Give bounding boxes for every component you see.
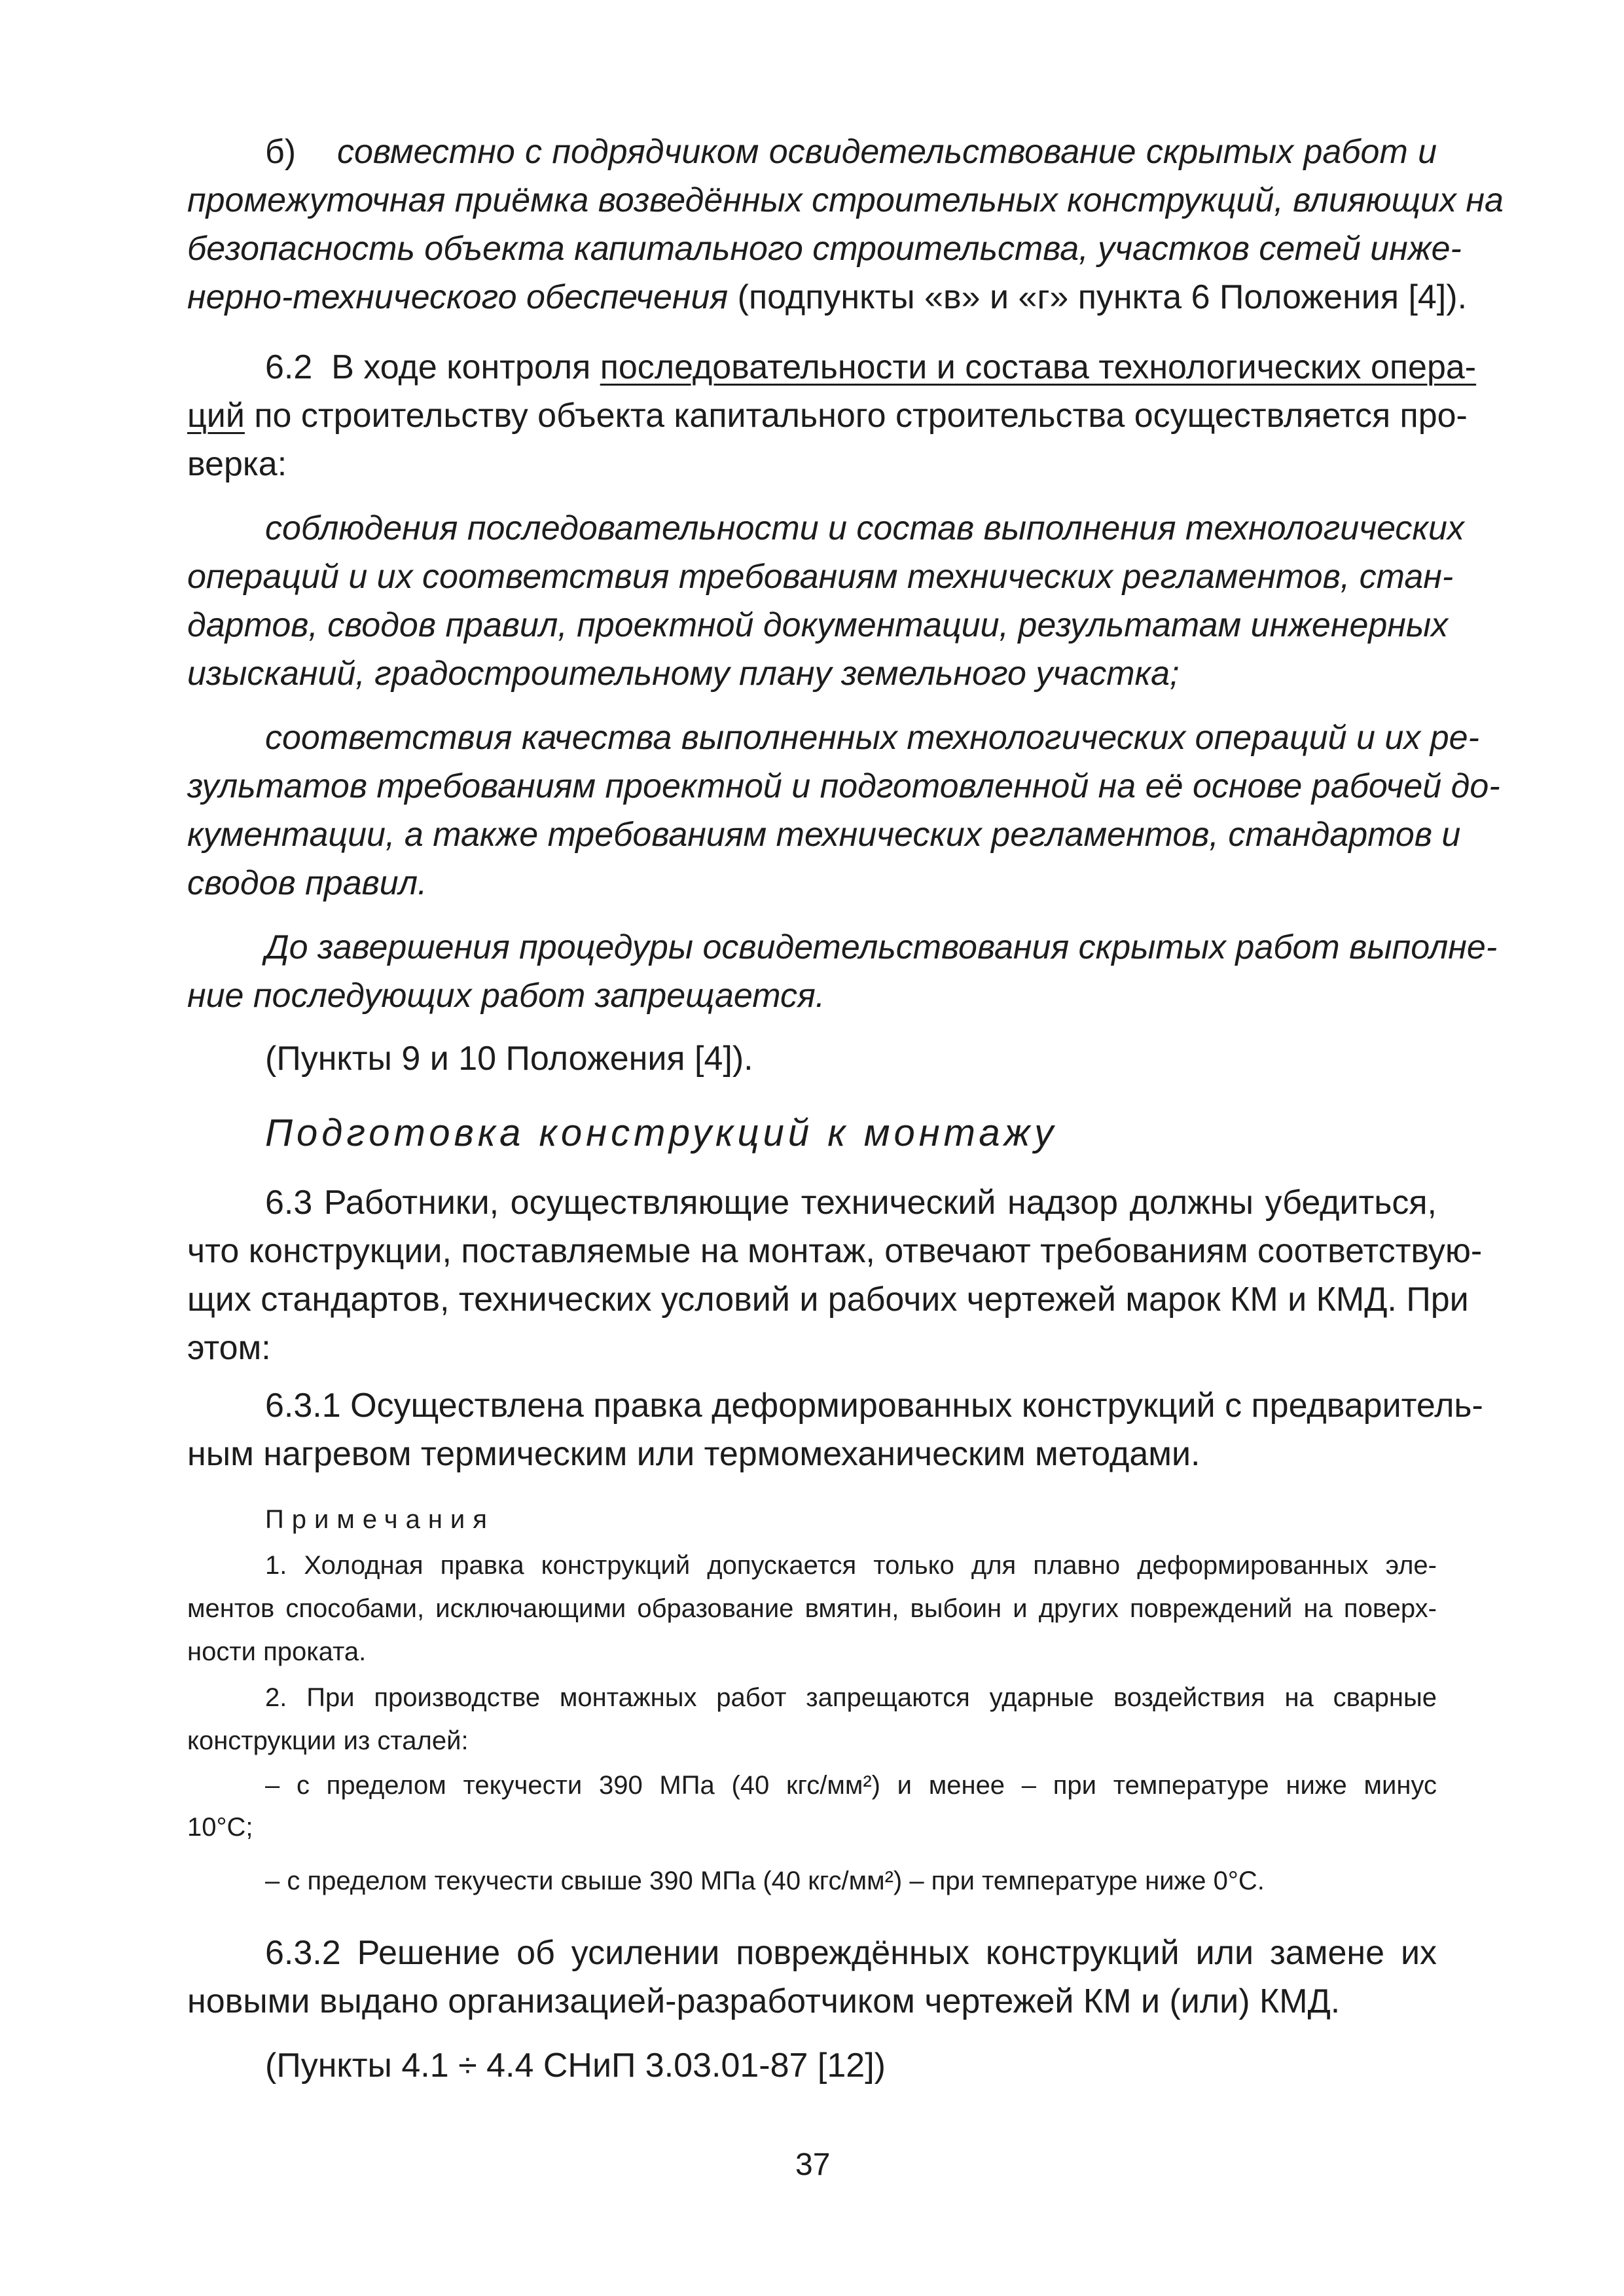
- para-b-line4-tail: (подпункты «в» и «г» пункта 6 Положения [4]).: [737, 278, 1468, 316]
- para-b-line3: безопасность объекта капитального строительства, участков сетей инже-: [187, 230, 1462, 268]
- item-2-line3: кументации, а также требованиям технических регламентов, стандартов и: [187, 816, 1461, 854]
- prohibition-line1: До завершения процедуры освидетельствования скрытых работ выполне-: [265, 928, 1498, 966]
- prohibition-line2: ние последующих работ запрещается.: [187, 977, 825, 1015]
- para-b-line4: [187, 273, 1467, 321]
- note-1-line3: ности проката.: [187, 1637, 367, 1666]
- note-dash-1-line1: – с пределом текучести 390 МПа (40 кгс/мм²) и менее – при температуре ниже минус: [265, 1771, 1437, 1800]
- note-dash-2: – с пределом текучести свыше 390 МПа (40 кгс/мм²) – при температуре ниже 0°С.: [265, 1867, 1265, 1895]
- item-2-line1: соответствия качества выполненных технологических операций и их ре-: [265, 719, 1479, 757]
- reference-1: (Пункты 9 и 10 Положения [4]).: [265, 1040, 753, 1078]
- para-6-2-line1: [265, 343, 1476, 392]
- para-6-2-line2-rest: по строительству объекта капитального строительства осуществляется про-: [254, 397, 1468, 435]
- para-6-3-line4: этом:: [187, 1329, 271, 1367]
- para-b-marker: б): [265, 133, 297, 171]
- para-b-line1: совместно с подрядчиком освидетельствование скрытых работ и: [337, 133, 1437, 171]
- para-6-3-line1: 6.3 Работники, осуществляющие технический надзор должны убедиться,: [265, 1184, 1437, 1222]
- para-6-2-underlined-2: ций: [187, 397, 245, 435]
- para-6-2-line2: [187, 392, 1468, 440]
- para-6-2-lead: В ходе контроля: [331, 348, 591, 386]
- item-1-line2: операций и их соответствия требованиям технических регламентов, стан-: [187, 558, 1454, 596]
- note-1-line2: ментов способами, исключающими образование вмятин, выбоин и других повреждений на поверх-: [187, 1594, 1437, 1623]
- para-6-2-number: 6.2: [265, 348, 313, 386]
- para-6-3-line2: что конструкции, поставляемые на монтаж, отвечают требованиям соответствую-: [187, 1232, 1483, 1270]
- reference-2: (Пункты 4.1 ÷ 4.4 СНиП 3.03.01-87 [12]): [265, 2047, 886, 2085]
- note-dash-1-line2: 10°С;: [187, 1813, 253, 1842]
- item-1-line4: изысканий, градостроительному плану земельного участка;: [187, 655, 1180, 693]
- item-2-line4: сводов правил.: [187, 864, 427, 902]
- para-6-3-2-line1: 6.3.2 Решение об усилении повреждённых конструкций или замене их: [265, 1934, 1437, 1972]
- para-6-3-line3: щих стандартов, технических условий и рабочих чертежей марок КМ и КМД. При: [187, 1281, 1469, 1319]
- para-6-3-1-line1: 6.3.1 Осуществлена правка деформированных конструкций с предваритель-: [265, 1387, 1483, 1425]
- section-heading: Подготовка конструкций к монтажу: [265, 1112, 1058, 1154]
- item-2-line2: зультатов требованиям проектной и подготовленной на её основе рабочей до-: [187, 767, 1500, 805]
- page-number: 37: [795, 2147, 831, 2182]
- note-1-line1: 1. Холодная правка конструкций допускается только для плавно деформированных эле-: [265, 1551, 1437, 1580]
- para-6-3-2-line2: новыми выдано организацией-разработчиком чертежей КМ и (или) КМД.: [187, 1982, 1341, 2020]
- item-1-line1: соблюдения последовательности и состав выполнения технологических: [265, 509, 1464, 547]
- para-b-line4-italic: нерно-технического обеспечения: [187, 278, 729, 316]
- note-2-line1: 2. При производстве монтажных работ запрещаются ударные воздействия на сварные: [265, 1683, 1437, 1712]
- para-b-line2: промежуточная приёмка возведённых строительных конструкций, влияющих на: [187, 181, 1504, 219]
- notes-title: Примечания: [265, 1505, 495, 1534]
- para-6-2-line3: верка:: [187, 445, 287, 483]
- para-6-3-1-line2: ным нагревом термическим или термомеханическим методами.: [187, 1435, 1200, 1473]
- item-1-line3: дартов, сводов правил, проектной документации, результатам инженерных: [187, 606, 1449, 644]
- para-6-2-underlined-1: последовательности и состава технологических опера-: [600, 348, 1477, 386]
- note-2-line2: конструкции из сталей:: [187, 1726, 469, 1755]
